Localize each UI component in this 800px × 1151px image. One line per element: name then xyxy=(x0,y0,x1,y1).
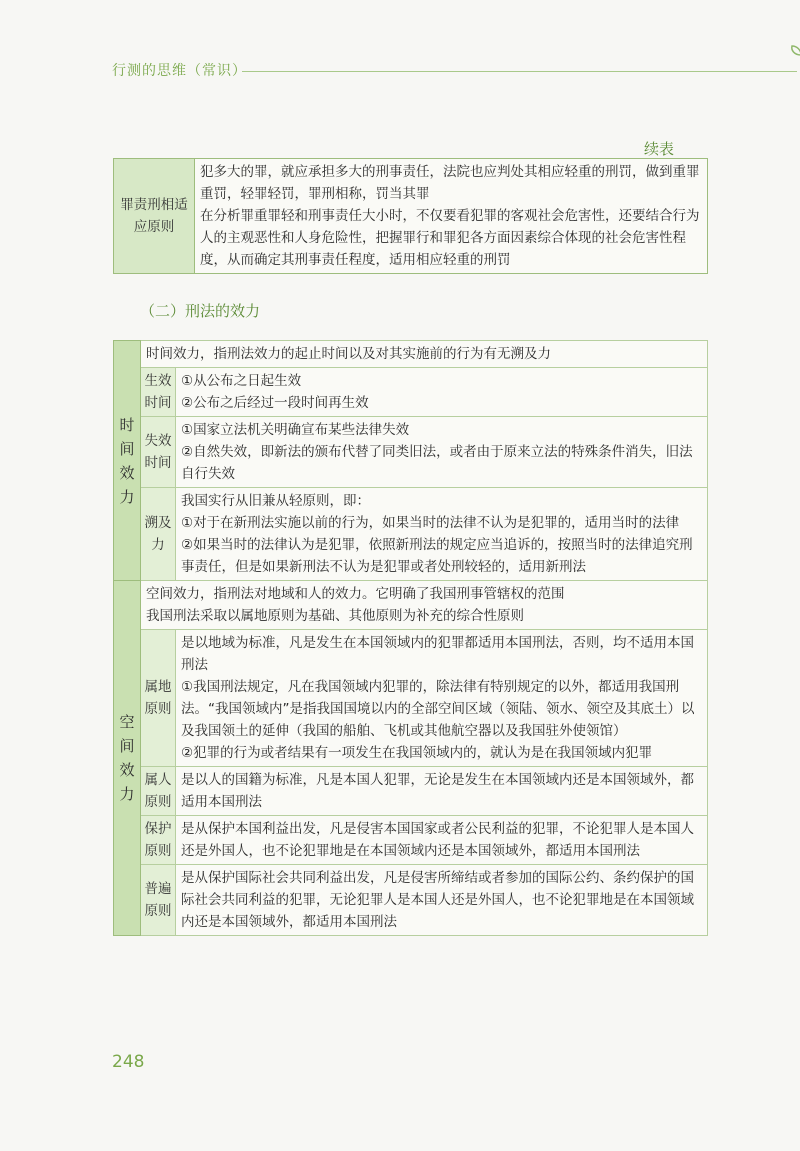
table-row xyxy=(114,581,708,630)
principle-line: 犯多大的罪，就应承担多大的刑事责任，法院也应判处其相应轻重的刑罚，做到重罪重罚，轻罪轻罚，罪刑相称，罚当其罪 xyxy=(200,164,700,202)
personal-body: 是以人的国籍为标准，凡是本国人犯罪，无论是发生在本国领域内还是本国领域外，都适用本国刑法 xyxy=(176,767,708,816)
personal-label: 属人原则 xyxy=(141,767,176,816)
table-row xyxy=(114,368,708,417)
page-number: 248 xyxy=(112,1052,145,1072)
table-row xyxy=(114,630,708,767)
header-title: 行测的思维（常识） xyxy=(112,63,247,79)
principle-body xyxy=(195,159,708,274)
invalid-time-label: 失效时间 xyxy=(141,417,176,488)
table-row xyxy=(114,865,708,936)
territorial-line: ②犯罪的行为或者结果有一项发生在我国领域内的，就认为是在我国领域内犯罪 xyxy=(181,745,653,761)
sprout-icon xyxy=(788,42,800,72)
category-space: 空间效力 xyxy=(114,581,141,936)
space-intro xyxy=(141,581,708,630)
effective-time-label: 生效时间 xyxy=(141,368,176,417)
retroactivity-label: 溯及力 xyxy=(141,488,176,581)
continued-label: 续表 xyxy=(644,140,675,158)
running-header xyxy=(112,60,712,84)
effective-time-body xyxy=(176,368,708,417)
principle-table xyxy=(113,158,708,274)
table-row xyxy=(114,488,708,581)
effective-line: ①从公布之日起生效 xyxy=(181,373,302,389)
invalid-line: ①国家立法机关明确宣布某些法律失效 xyxy=(181,422,410,438)
table-row xyxy=(114,159,708,274)
protective-body: 是从保护本国利益出发，凡是侵害本国国家或者公民利益的犯罪，不论犯罪人是本国人还是外国人，也不论犯罪地是在本国领域内还是本国领域外，都适用本国刑法 xyxy=(176,816,708,865)
universal-label: 普遍原则 xyxy=(141,865,176,936)
table-row xyxy=(114,767,708,816)
principle-label: 罪责刑相适应原则 xyxy=(114,159,195,274)
protective-label: 保护原则 xyxy=(141,816,176,865)
territorial-body xyxy=(176,630,708,767)
time-intro: 时间效力，指刑法效力的起止时间以及对其实施前的行为有无溯及力 xyxy=(141,341,708,368)
header-rule xyxy=(242,71,797,72)
universal-body: 是从保护国际社会共同利益出发，凡是侵害所缔结或者参加的国际公约、条约保护的国际社会共同利益的犯罪，无论犯罪人是本国人还是外国人，也不论犯罪地是在本国领域内还是本国领域外，都适用本国刑法 xyxy=(176,865,708,936)
space-intro-line: 空间效力，指刑法对地域和人的效力。它明确了我国刑事管辖权的范围 xyxy=(146,586,565,602)
effect-table xyxy=(113,340,708,936)
table-row xyxy=(114,816,708,865)
invalid-time-body xyxy=(176,417,708,488)
space-intro-line: 我国刑法采取以属地原则为基础、其他原则为补充的综合性原则 xyxy=(146,608,524,624)
retro-line: 我国实行从旧兼从轻原则，即： xyxy=(181,493,370,509)
territorial-line: 是以地域为标准，凡是发生在本国领域内的犯罪都适用本国刑法，否则，均不适用本国刑法 xyxy=(181,635,694,673)
invalid-line: ②自然失效，即新法的颁布代替了同类旧法，或者由于原来立法的特殊条件消失，旧法自行失效 xyxy=(181,444,693,482)
section-title: （二）刑法的效力 xyxy=(140,302,261,320)
retro-line: ②如果当时的法律认为是犯罪，依照新刑法的规定应当追诉的，按照当时的法律追究刑事责任，但是如果新刑法不认为是犯罪或者处刑较轻的，适用新刑法 xyxy=(181,537,693,575)
retroactivity-body xyxy=(176,488,708,581)
territorial-label: 属地原则 xyxy=(141,630,176,767)
territorial-line: ①我国刑法规定，凡在我国领域内犯罪的，除法律有特别规定的以外，都适用我国刑法。“我国领域内”是指我国国境以内的全部空间区域（领陆、领水、领空及其底土）以及我国领土的延伸（我国的船舶、飞机或其他航空器以及我国驻外使领馆） xyxy=(181,679,695,739)
retro-line: ①对于在新刑法实施以前的行为，如果当时的法律不认为是犯罪的，适用当时的法律 xyxy=(181,515,680,531)
table-row xyxy=(114,417,708,488)
effective-line: ②公布之后经过一段时间再生效 xyxy=(181,395,369,411)
principle-line: 在分析罪重罪轻和刑事责任大小时，不仅要看犯罪的客观社会危害性，还要结合行为人的主观恶性和人身危险性，把握罪行和罪犯各方面因素综合体现的社会危害性程度，从而确定其刑事责任程度，适用相应轻重的刑罚 xyxy=(200,208,700,268)
category-time: 时间效力 xyxy=(114,341,141,581)
table-row xyxy=(114,341,708,368)
